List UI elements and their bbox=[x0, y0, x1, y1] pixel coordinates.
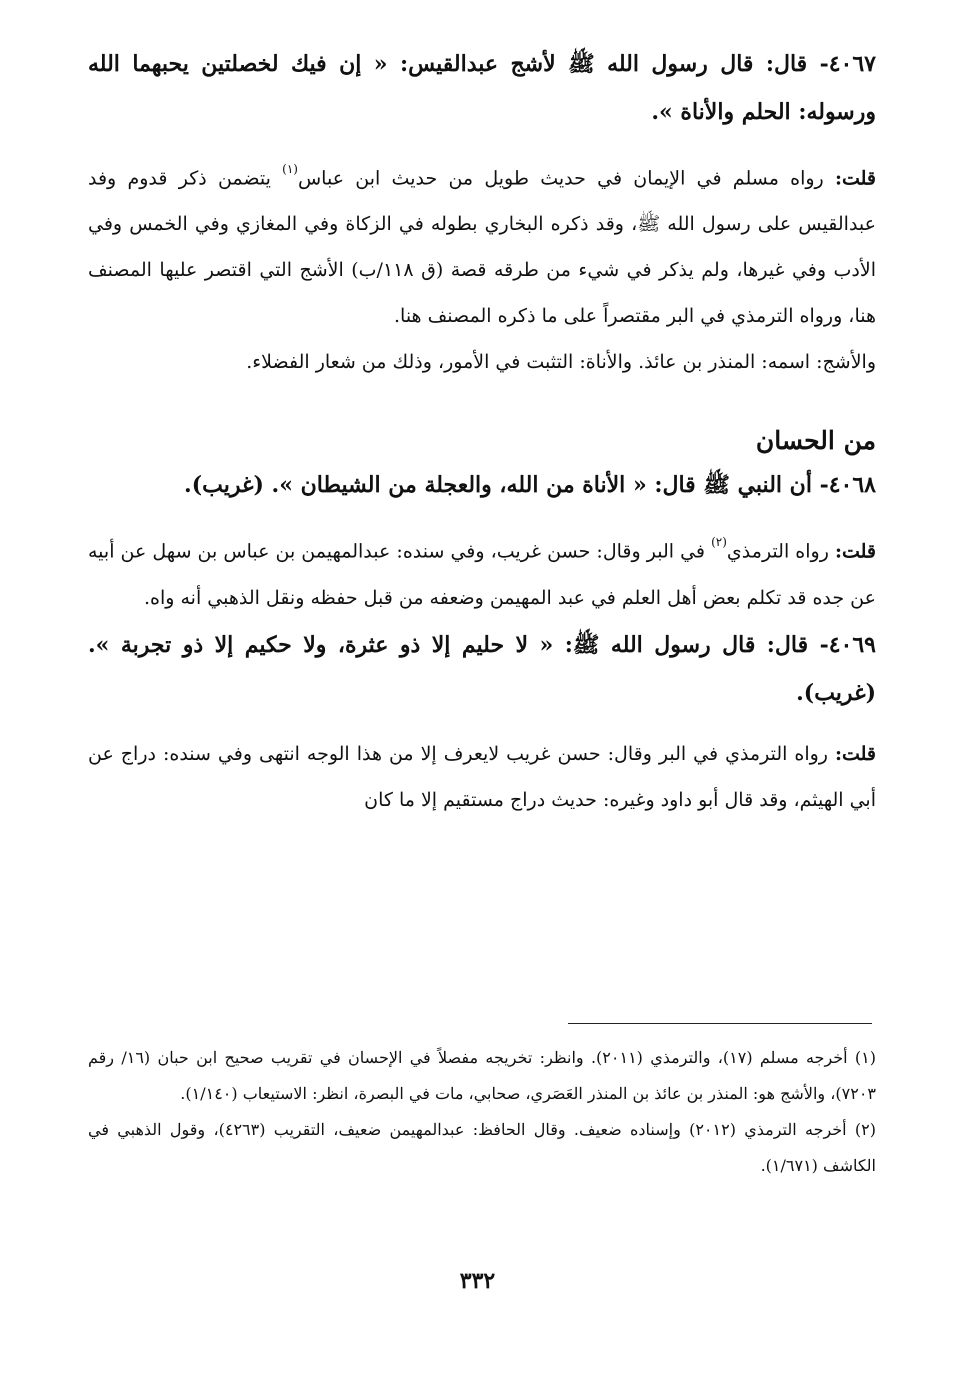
hadith-4068: ٤٠٦٨- أن النبي ﷺ قال: « الأناة من الله، والعجلة من الشيطان ». (غريب). bbox=[184, 472, 876, 499]
page-number: ٣٣٢ bbox=[459, 1268, 496, 1294]
footnotes bbox=[88, 1040, 876, 1184]
commentary-label: قلت: bbox=[834, 167, 876, 190]
commentary-text: رواه الترمذي في البر وقال: حسن غريب لايعرف إلا من هذا الوجه انتهى وفي سنده: دراج عن أبي الهيثم، وقد قال أبو داود وغيره: حديث دراج مستقيم إلا ما كان bbox=[88, 742, 876, 811]
note-ashaj: والأشج: اسمه: المنذر بن عائذ. والأناة: التثبت في الأمور، وذلك من شعار الفضلاء. bbox=[246, 351, 876, 374]
footnote-1: (١) أخرجه مسلم (١٧)، والترمذي (٢٠١١). وانظر: تخريجه مفصلاً في الإحسان في تقريب صحيح ابن حبان (١٦/ رقم ٧٢٠٣)، والأشج هو: المنذر بن عائذ بن المنذر العَصَري، صحابي، مات في البصرة، انظر: الاستيعاب (١/١٤٠). bbox=[88, 1048, 877, 1103]
hadith-4067: ٤٠٦٧- قال: قال رسول الله ﷺ لأشج عبدالقيس: « إن فيك لخصلتين يحبهما الله ورسوله: الحلم والأناة ». bbox=[88, 51, 876, 125]
footnote-separator bbox=[568, 1023, 872, 1024]
commentary-label: قلت: bbox=[834, 742, 877, 765]
commentary-text: في البر وقال: حسن غريب، وفي سنده: عبدالمهيمن بن عباس بن سهل عن أبيه عن جده قد تكلم بعض أهل العلم في عبد المهيمن وضعفه من قبل حفظه ونقل الذهبي أنه واه. bbox=[88, 540, 876, 609]
commentary-text: يتضمن ذكر قدوم وفد عبدالقيس على رسول الله ﷺ، وقد ذكره البخاري بطوله في الزكاة وفي المغازي وفي الخمس وفي الأدب وفي غيرها، ولم يذكر في شيء من طرقه قصة (ق ١١٨/ب) الأشج التي اقتصر عليها المصنف هنا، ورواه الترمذي في البر مقتصراً على ما ذكره المصنف هنا. bbox=[88, 167, 877, 328]
commentary-4067 bbox=[88, 150, 876, 339]
hadith-4069: ٤٠٦٩- قال: قال رسول الله ﷺ: « لا حليم إلا ذو عثرة، ولا حكيم إلا ذو تجربة ». (غريب). bbox=[88, 631, 876, 706]
footnote-ref-2: (٢) bbox=[711, 535, 727, 550]
commentary-text: رواه مسلم في الإيمان في حديث طويل من حديث ابن عباس bbox=[297, 167, 824, 190]
commentary-label: قلت: bbox=[834, 540, 877, 563]
commentary-4068 bbox=[88, 523, 876, 620]
commentary-4069 bbox=[88, 731, 876, 823]
footnote-ref-1: (١) bbox=[282, 162, 298, 176]
page-body bbox=[88, 40, 876, 823]
section-heading: من الحسان bbox=[755, 426, 876, 456]
footnote-2: (٢) أخرجه الترمذي (٢٠١٢) وإسناده ضعيف. وقال الحافظ: عبدالمهيمن ضعيف، التقريب (٤٢٦٣)، وقول الذهبي في الكاشف (١/٦٧١). bbox=[88, 1120, 877, 1175]
commentary-text: رواه الترمذي bbox=[726, 540, 829, 563]
